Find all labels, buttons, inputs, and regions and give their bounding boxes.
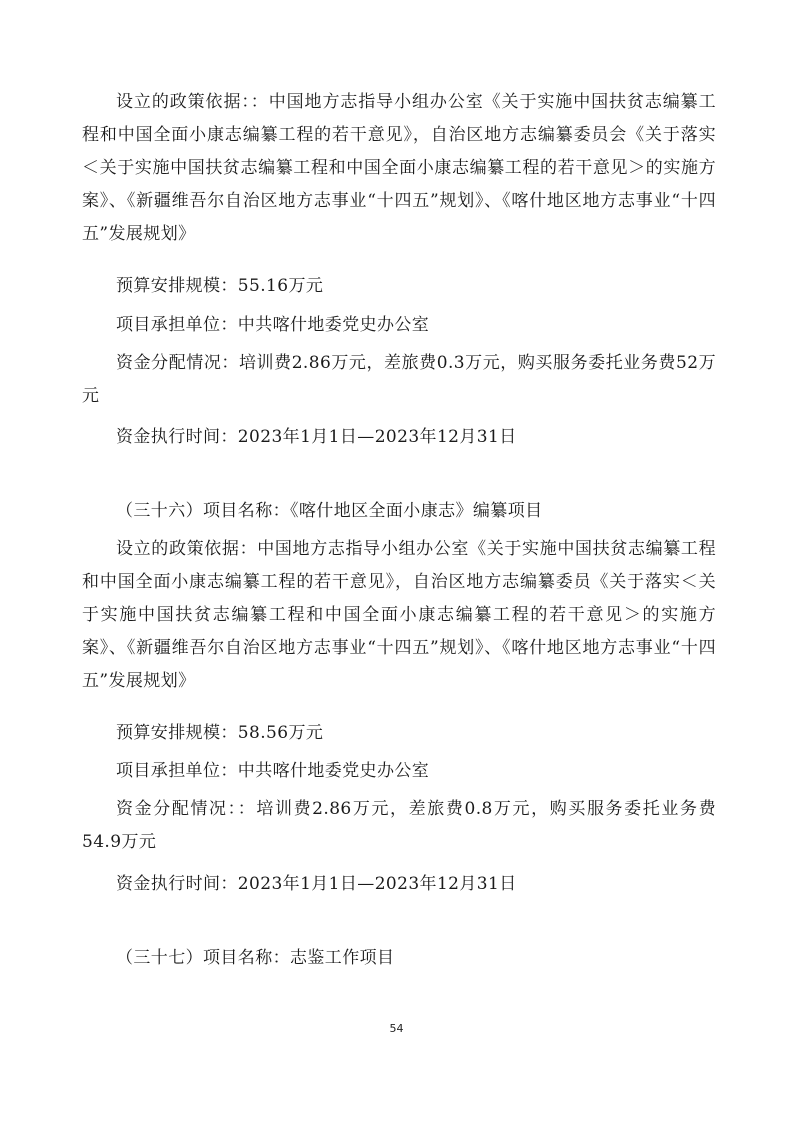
fund-allocation: 资金分配情况：：培训费2.86万元，差旅费0.8万元，购买服务委托业务费54.9万元 bbox=[82, 799, 716, 852]
policy-basis-paragraph: 设立的政策依据：：中国地方志指导小组办公室《关于实施中国扶贫志编纂工程和中国全面小康志编纂工程的若干意见》，自治区地方志编纂委员会《关于落实＜关于实施中国扶贫志编纂工程和中国全面小康志编纂工程的若干意见＞的实施方案》、《新疆维吾尔自治区地方志事业“十四五”规划》、《喀什地区地方志事业“十四五”发展规划》 bbox=[82, 92, 716, 244]
section-heading-36: （三十六）项目名称：《喀什地区全面小康志》编纂项目 bbox=[116, 501, 543, 521]
execution-period: 资金执行时间：2023年1月1日—2023年12月31日 bbox=[116, 427, 517, 447]
budget-scale: 预算安排规模：58.56万元 bbox=[116, 723, 324, 743]
fund-allocation: 资金分配情况：培训费2.86万元，差旅费0.3万元，购买服务委托业务费52万元 bbox=[82, 353, 716, 406]
page-number: 54 bbox=[389, 1022, 404, 1035]
responsible-unit: 项目承担单位：中共喀什地委党史办公室 bbox=[116, 315, 430, 335]
policy-basis-paragraph: 设立的政策依据：中国地方志指导小组办公室《关于实施中国扶贫志编纂工程和中国全面小康志编纂工程的若干意见》，自治区地方志编纂委员《关于落实＜关于实施中国扶贫志编纂工程和中国全面小康志编纂工程的若干意见＞的实施方案》、《新疆维吾尔自治区地方志事业“十四五”规划》、《喀什地区地方志事业“十四五”发展规划》 bbox=[82, 539, 716, 691]
responsible-unit: 项目承担单位：中共喀什地委党史办公室 bbox=[116, 761, 430, 781]
execution-period: 资金执行时间：2023年1月1日—2023年12月31日 bbox=[116, 874, 517, 894]
section-heading-37: （三十七）项目名称：志鉴工作项目 bbox=[116, 948, 395, 968]
budget-scale: 预算安排规模：55.16万元 bbox=[116, 276, 324, 296]
